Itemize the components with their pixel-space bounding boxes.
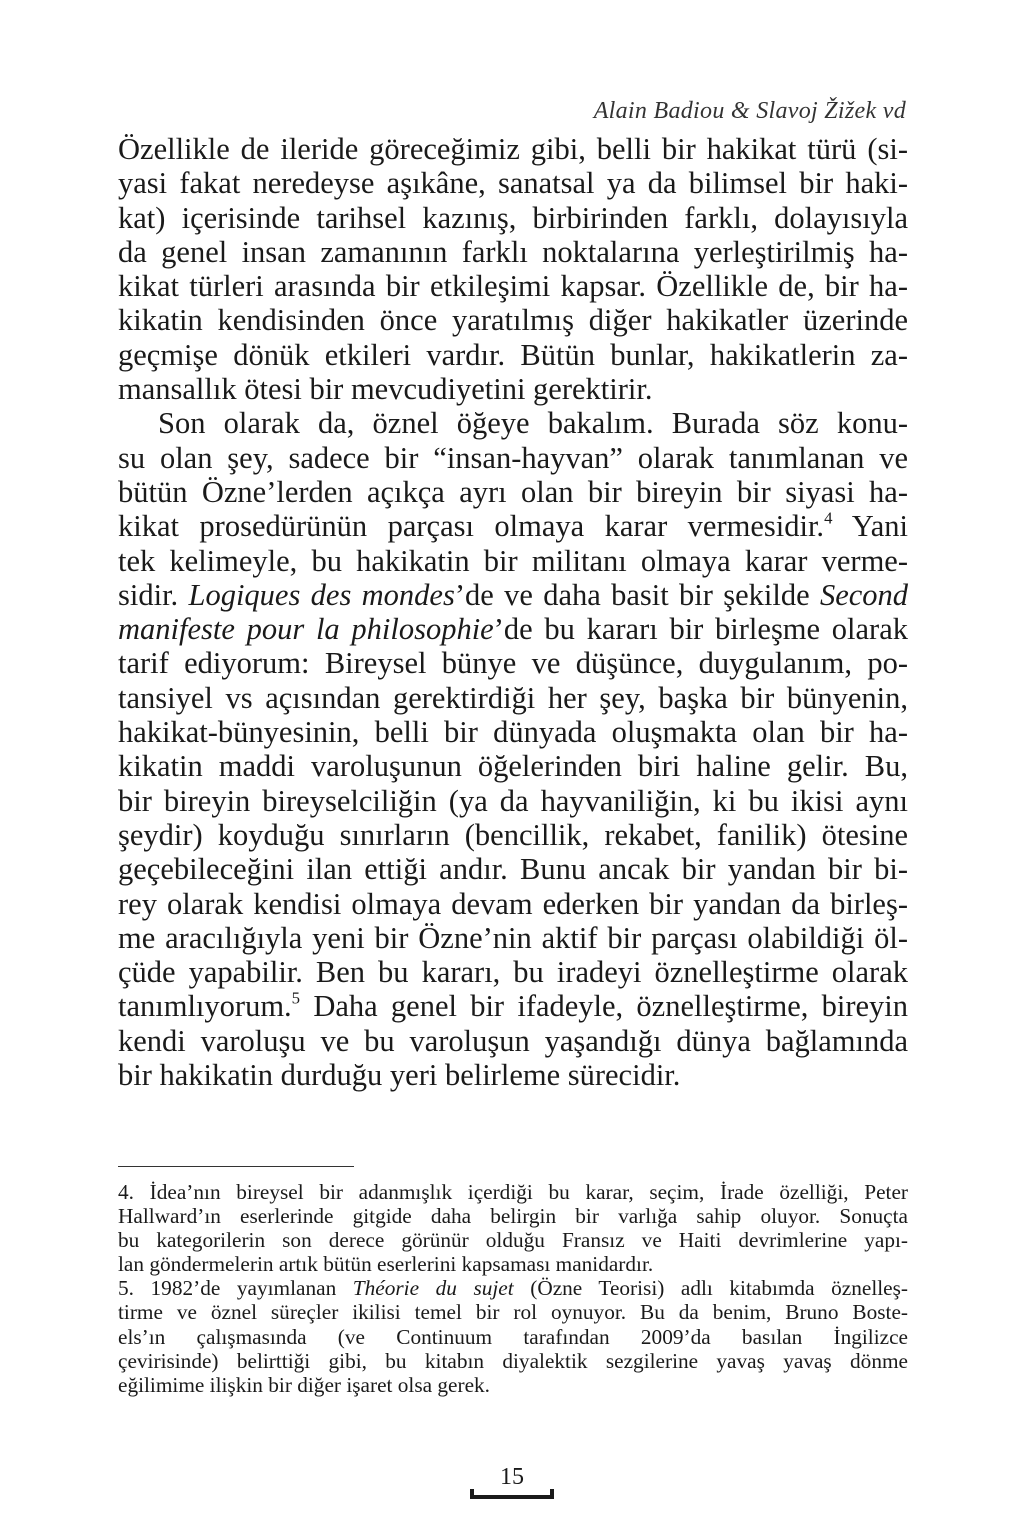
- text-line: hakikat-bünyesinin, belli bir dünyada oluşmakta olan bir ha-: [118, 715, 908, 750]
- text-run: ’de ve daha basit bir şekilde: [454, 577, 820, 612]
- text-line: geçmişe dönük etkileri vardır. Bütün bunlar, hakikatlerin za-: [118, 337, 908, 372]
- text-line: Son olarak da, öznel öğeye bakalım. Burada söz konu-: [158, 406, 908, 441]
- text-run: Daha genel bir ifadeyle, öznelleştirme, bireyin: [300, 989, 908, 1024]
- book-title: Second: [819, 577, 909, 612]
- text-run: Yani: [832, 509, 908, 544]
- text-line: tarif ediyorum: Bireysel bünye ve düşünce, duygulanım, po-: [118, 646, 908, 681]
- text-line: kikat türleri arasında bir etkileşimi kapsar. Özellikle de, bir ha-: [118, 269, 908, 304]
- text-line: yasi fakat neredeyse aşıkâne, sanatsal ya da bilimsel bir haki-: [118, 166, 908, 201]
- text-line: kendi varoluşu ve bu varoluşun yaşandığı dünya bağlamında: [118, 1023, 908, 1058]
- page-number-underline: [470, 1495, 554, 1499]
- text-line: şeydir) koyduğu sınırların (bencillik, rekabet, fanilik) ötesine: [118, 817, 908, 852]
- text-line: kat) içerisinde tarihsel kazınış, birbirinden farklı, dolayısıyla: [118, 200, 908, 235]
- text-line: [118, 509, 908, 543]
- text-run: ’de bu kararı bir birleşme olarak: [493, 612, 908, 647]
- text-run: sidir.: [118, 577, 189, 612]
- text-line: [118, 578, 908, 612]
- footnote-ref-4[interactable]: 4: [824, 508, 833, 528]
- text-line: geçebileceğini ilan ettiği andır. Bunu ancak bir yandan bir bi-: [118, 852, 908, 887]
- text-line: [118, 612, 908, 646]
- page-number-text: 15: [500, 1464, 524, 1490]
- text-line: me aracılığıyla yeni bir Özne’nin aktif bir parçası olabildiği öl-: [118, 920, 908, 955]
- text-run: kikat prosedürünün parçası olmaya karar vermesidir.: [118, 509, 825, 544]
- running-header: Alain Badiou & Slavoj Žižek vd: [593, 98, 906, 124]
- text-line: da genel insan zamanının farklı noktalarına yerleştirilmiş ha-: [118, 234, 908, 269]
- footnote-4: [118, 1180, 908, 1276]
- paragraph-1: [118, 132, 908, 406]
- text-line: çevirisinde) belirttiği gibi, bu kitabın diyalektik sezgilerine yavaş yavaş dönme: [118, 1348, 908, 1373]
- footnote-ref-5[interactable]: 5: [291, 988, 301, 1008]
- text-line: eğilimime ilişkin bir diğer işaret olsa gerek.: [118, 1372, 491, 1397]
- book-title: Logiques des mondes: [188, 577, 455, 612]
- text-run: 5. 1982’de yayımlanan: [118, 1276, 353, 1301]
- text-line: lan göndermelerin artık bütün eserlerini kapsaması manidardır.: [118, 1252, 654, 1277]
- text-line: çüde yapabilir. Ben bu kararı, bu iradeyi öznelleştirme olarak: [118, 955, 908, 990]
- text-line: Hallward’ın eserlerinde gitgide daha belirgin bir varlığa sahip oluyor. Sonuçta: [118, 1204, 908, 1229]
- text-line: bir hakikatin durduğu yeri belirleme sürecidir.: [118, 1058, 681, 1093]
- text-line: bütün Özne’lerden açıkça ayrı olan bir bireyin bir siyasi ha-: [118, 474, 908, 509]
- text-line: Özellikle de ileride göreceğimiz gibi, belli bir hakikat türü (si-: [118, 132, 908, 166]
- main-text: [118, 132, 908, 1092]
- text-line: su olan şey, sadece bir “insan-hayvan” olarak tanımlanan ve: [118, 440, 908, 475]
- footnotes: [118, 1180, 908, 1397]
- text-line: kikatin kendisinden önce yaratılmış diğer hakikatler üzerinde: [118, 303, 908, 338]
- footnote-divider: [118, 1166, 354, 1167]
- text-line: rey olarak kendisi olmaya devam ederken bir yandan da birleş-: [118, 886, 908, 921]
- text-line: bu kategorilerin son derece görünür olduğu Fransız ve Haiti devrimlerine yapı-: [118, 1228, 908, 1253]
- book-title: Théorie du sujet: [352, 1276, 514, 1301]
- footnote-5: [118, 1276, 908, 1396]
- paragraph-2: [118, 406, 908, 1092]
- text-line: [118, 989, 908, 1023]
- text-line: 4. İdea’nın bireysel bir adanmışlık içerdiği bu karar, seçim, İrade özelliği, Peter: [118, 1180, 908, 1204]
- text-run: (Özne Teorisi) adlı kitabımda öznelleş-: [513, 1276, 908, 1301]
- text-line: mansallık ötesi bir mevcudiyetini gerektirir.: [118, 372, 653, 407]
- text-run: tanımlıyorum.: [118, 989, 292, 1024]
- text-line: bir bireyin bireyselciliğin (ya da hayvaniliğin, ki bu ikisi aynı: [118, 783, 908, 818]
- text-line: [118, 1276, 908, 1300]
- text-line: kikatin maddi varoluşunun öğelerinden biri haline gelir. Bu,: [118, 749, 908, 784]
- book-title: manifeste pour la philosophie: [118, 612, 494, 647]
- page-number: [470, 1464, 554, 1491]
- text-line: tirme ve öznel süreçler ikilisi temel bir rol oynuyor. Bu da benim, Bruno Boste-: [118, 1300, 908, 1325]
- text-line: tek kelimeyle, bu hakikatin bir militanı olmaya karar verme-: [118, 543, 908, 578]
- text-line: tansiyel vs açısından gerektirdiği her şey, başka bir bünyenin,: [118, 680, 908, 715]
- text-line: els’ın çalışmasında (ve Continuum tarafından 2009’da basılan İngilizce: [118, 1324, 908, 1349]
